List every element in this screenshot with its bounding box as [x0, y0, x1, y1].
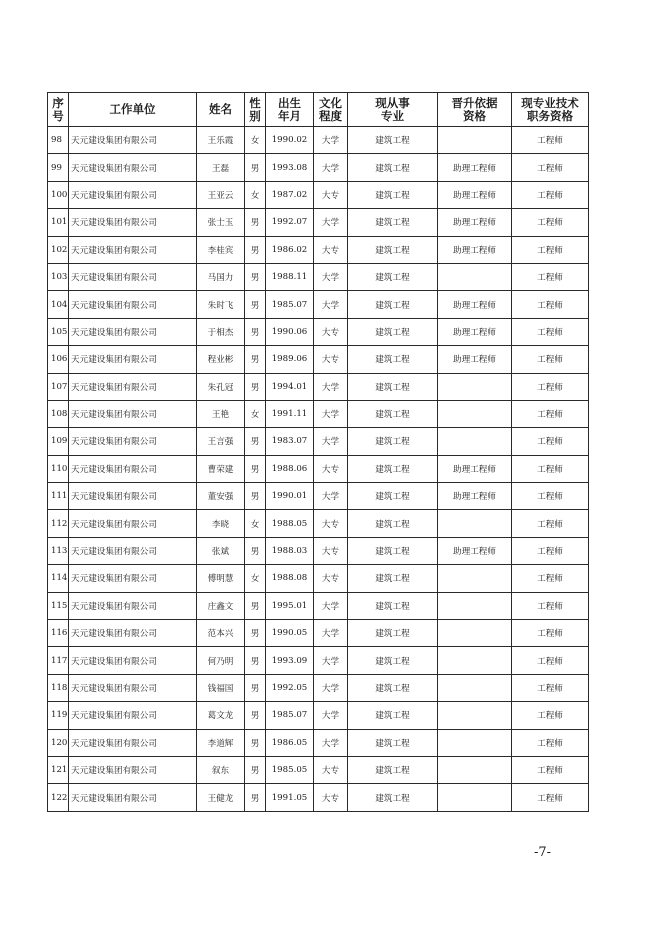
cell-education: 大专 [314, 510, 348, 537]
cell-promotion-basis: 助理工程师 [438, 181, 512, 208]
cell-education: 大学 [314, 674, 348, 701]
cell-name: 傅明慧 [197, 565, 245, 592]
cell-gender: 男 [245, 428, 266, 455]
cell-name: 范本兴 [197, 620, 245, 647]
cell-gender: 男 [245, 592, 266, 619]
cell-education: 大学 [314, 702, 348, 729]
cell-education: 大学 [314, 647, 348, 674]
cell-promotion-basis: 助理工程师 [438, 537, 512, 564]
cell-major: 建筑工程 [348, 565, 438, 592]
header-name [197, 93, 245, 127]
cell-current-title: 工程师 [512, 400, 589, 427]
cell-major: 建筑工程 [348, 373, 438, 400]
cell-unit: 天元建设集团有限公司 [69, 510, 197, 537]
cell-major: 建筑工程 [348, 127, 438, 154]
cell-current-title: 工程师 [512, 565, 589, 592]
cell-promotion-basis [438, 127, 512, 154]
cell-education: 大专 [314, 565, 348, 592]
cell-education: 大专 [314, 455, 348, 482]
cell-education: 大学 [314, 729, 348, 756]
cell-major: 建筑工程 [348, 154, 438, 181]
cell-name: 王健龙 [197, 784, 245, 811]
cell-unit: 天元建设集团有限公司 [69, 784, 197, 811]
table-row [48, 674, 589, 701]
cell-unit: 天元建设集团有限公司 [69, 565, 197, 592]
cell-name: 何乃明 [197, 647, 245, 674]
cell-no: 99 [48, 154, 69, 181]
header-text: 序 [52, 95, 64, 110]
cell-promotion-basis [438, 373, 512, 400]
header-text: 年月 [278, 108, 301, 123]
cell-no: 98 [48, 127, 69, 154]
cell-major: 建筑工程 [348, 209, 438, 236]
table-row [48, 428, 589, 455]
table-row [48, 565, 589, 592]
cell-education: 大学 [314, 154, 348, 181]
cell-education: 大专 [314, 756, 348, 783]
cell-education: 大学 [314, 400, 348, 427]
header-text: 号 [52, 108, 64, 123]
cell-current-title: 工程师 [512, 263, 589, 290]
cell-current-title: 工程师 [512, 127, 589, 154]
cell-name: 王艳 [197, 400, 245, 427]
cell-major: 建筑工程 [348, 510, 438, 537]
header-text: 工作单位 [109, 102, 156, 116]
cell-birth: 1990.01 [266, 483, 314, 510]
cell-promotion-basis [438, 263, 512, 290]
cell-major: 建筑工程 [348, 483, 438, 510]
cell-no: 116 [48, 620, 69, 647]
cell-gender: 男 [245, 236, 266, 263]
cell-unit: 天元建设集团有限公司 [69, 428, 197, 455]
cell-unit: 天元建设集团有限公司 [69, 291, 197, 318]
cell-current-title: 工程师 [512, 784, 589, 811]
cell-unit: 天元建设集团有限公司 [69, 400, 197, 427]
cell-no: 121 [48, 756, 69, 783]
table-row [48, 236, 589, 263]
cell-unit: 天元建设集团有限公司 [69, 729, 197, 756]
cell-gender: 男 [245, 537, 266, 564]
cell-major: 建筑工程 [348, 537, 438, 564]
table-row [48, 702, 589, 729]
cell-birth: 1990.02 [266, 127, 314, 154]
table-row [48, 537, 589, 564]
cell-gender: 女 [245, 400, 266, 427]
cell-gender: 男 [245, 620, 266, 647]
table-row [48, 510, 589, 537]
table-row [48, 346, 589, 373]
cell-promotion-basis: 助理工程师 [438, 318, 512, 345]
cell-no: 114 [48, 565, 69, 592]
cell-major: 建筑工程 [348, 263, 438, 290]
cell-promotion-basis [438, 647, 512, 674]
table-header-row [48, 93, 589, 127]
cell-major: 建筑工程 [348, 620, 438, 647]
cell-promotion-basis [438, 592, 512, 619]
table-row [48, 127, 589, 154]
cell-current-title: 工程师 [512, 455, 589, 482]
header-text: 晋升依据 [451, 95, 498, 110]
cell-promotion-basis [438, 674, 512, 701]
cell-birth: 1988.03 [266, 537, 314, 564]
cell-no: 122 [48, 784, 69, 811]
header-text: 别 [249, 108, 261, 123]
cell-gender: 男 [245, 209, 266, 236]
cell-promotion-basis [438, 702, 512, 729]
table-row [48, 647, 589, 674]
cell-birth: 1992.07 [266, 209, 314, 236]
cell-birth: 1994.01 [266, 373, 314, 400]
cell-no: 120 [48, 729, 69, 756]
cell-birth: 1990.06 [266, 318, 314, 345]
cell-promotion-basis: 助理工程师 [438, 209, 512, 236]
cell-gender: 男 [245, 784, 266, 811]
cell-promotion-basis [438, 565, 512, 592]
cell-education: 大学 [314, 592, 348, 619]
table-row [48, 756, 589, 783]
header-major [348, 93, 438, 127]
cell-major: 建筑工程 [348, 428, 438, 455]
cell-name: 于相杰 [197, 318, 245, 345]
cell-current-title: 工程师 [512, 291, 589, 318]
cell-promotion-basis [438, 729, 512, 756]
cell-name: 王亚云 [197, 181, 245, 208]
cell-current-title: 工程师 [512, 756, 589, 783]
cell-birth: 1985.07 [266, 702, 314, 729]
cell-birth: 1991.11 [266, 400, 314, 427]
cell-major: 建筑工程 [348, 318, 438, 345]
cell-no: 104 [48, 291, 69, 318]
cell-promotion-basis [438, 620, 512, 647]
cell-unit: 天元建设集团有限公司 [69, 620, 197, 647]
cell-gender: 男 [245, 455, 266, 482]
cell-gender: 男 [245, 647, 266, 674]
cell-major: 建筑工程 [348, 291, 438, 318]
cell-unit: 天元建设集团有限公司 [69, 483, 197, 510]
table-row [48, 209, 589, 236]
cell-birth: 1990.05 [266, 620, 314, 647]
cell-birth: 1988.06 [266, 455, 314, 482]
header-text: 资格 [463, 108, 486, 123]
cell-education: 大学 [314, 209, 348, 236]
cell-birth: 1988.05 [266, 510, 314, 537]
cell-name: 张斌 [197, 537, 245, 564]
cell-no: 119 [48, 702, 69, 729]
cell-gender: 女 [245, 510, 266, 537]
cell-education: 大专 [314, 784, 348, 811]
cell-education: 大学 [314, 291, 348, 318]
cell-major: 建筑工程 [348, 784, 438, 811]
cell-current-title: 工程师 [512, 428, 589, 455]
header-gender [245, 93, 266, 127]
cell-promotion-basis [438, 756, 512, 783]
cell-no: 117 [48, 647, 69, 674]
table-body [48, 127, 589, 812]
cell-promotion-basis: 助理工程师 [438, 236, 512, 263]
cell-major: 建筑工程 [348, 756, 438, 783]
cell-birth: 1985.07 [266, 291, 314, 318]
cell-gender: 男 [245, 483, 266, 510]
cell-unit: 天元建设集团有限公司 [69, 181, 197, 208]
cell-birth: 1985.05 [266, 756, 314, 783]
cell-unit: 天元建设集团有限公司 [69, 127, 197, 154]
cell-current-title: 工程师 [512, 318, 589, 345]
header-text: 现专业技术 [521, 95, 579, 110]
personnel-table [47, 92, 589, 812]
cell-no: 103 [48, 263, 69, 290]
cell-name: 王言强 [197, 428, 245, 455]
cell-birth: 1986.05 [266, 729, 314, 756]
cell-major: 建筑工程 [348, 455, 438, 482]
cell-name: 李桂宾 [197, 236, 245, 263]
table-row [48, 318, 589, 345]
cell-current-title: 工程师 [512, 346, 589, 373]
cell-birth: 1987.02 [266, 181, 314, 208]
cell-unit: 天元建设集团有限公司 [69, 236, 197, 263]
cell-birth: 1993.09 [266, 647, 314, 674]
cell-gender: 男 [245, 318, 266, 345]
cell-birth: 1988.08 [266, 565, 314, 592]
table-row [48, 729, 589, 756]
table-row [48, 291, 589, 318]
header-unit [69, 93, 197, 127]
cell-education: 大学 [314, 373, 348, 400]
cell-no: 107 [48, 373, 69, 400]
cell-major: 建筑工程 [348, 702, 438, 729]
cell-birth: 1989.06 [266, 346, 314, 373]
cell-gender: 女 [245, 181, 266, 208]
cell-no: 118 [48, 674, 69, 701]
cell-name: 李晓 [197, 510, 245, 537]
cell-education: 大学 [314, 428, 348, 455]
cell-name: 曹荣建 [197, 455, 245, 482]
table-row [48, 483, 589, 510]
cell-name: 马国力 [197, 263, 245, 290]
cell-education: 大学 [314, 127, 348, 154]
cell-promotion-basis: 助理工程师 [438, 346, 512, 373]
cell-no: 115 [48, 592, 69, 619]
cell-name: 朱时飞 [197, 291, 245, 318]
cell-current-title: 工程师 [512, 181, 589, 208]
table-row [48, 373, 589, 400]
cell-promotion-basis: 助理工程师 [438, 455, 512, 482]
cell-current-title: 工程师 [512, 620, 589, 647]
cell-gender: 女 [245, 127, 266, 154]
cell-major: 建筑工程 [348, 236, 438, 263]
cell-promotion-basis: 助理工程师 [438, 291, 512, 318]
header-text: 文化 [319, 95, 342, 110]
header-text: 性 [249, 95, 261, 110]
cell-major: 建筑工程 [348, 674, 438, 701]
table-row [48, 263, 589, 290]
cell-unit: 天元建设集团有限公司 [69, 346, 197, 373]
table-row [48, 592, 589, 619]
cell-education: 大专 [314, 346, 348, 373]
cell-current-title: 工程师 [512, 674, 589, 701]
cell-name: 李道辉 [197, 729, 245, 756]
header-text: 程度 [319, 108, 342, 123]
cell-current-title: 工程师 [512, 236, 589, 263]
cell-current-title: 工程师 [512, 537, 589, 564]
cell-no: 112 [48, 510, 69, 537]
cell-birth: 1986.02 [266, 236, 314, 263]
cell-no: 105 [48, 318, 69, 345]
cell-promotion-basis [438, 428, 512, 455]
header-text: 专业 [381, 108, 404, 123]
cell-current-title: 工程师 [512, 647, 589, 674]
cell-name: 程业彬 [197, 346, 245, 373]
cell-name: 朱孔冠 [197, 373, 245, 400]
cell-education: 大学 [314, 620, 348, 647]
table-row [48, 181, 589, 208]
table-row [48, 455, 589, 482]
table-row [48, 400, 589, 427]
cell-gender: 男 [245, 346, 266, 373]
cell-name: 王乐霞 [197, 127, 245, 154]
cell-gender: 男 [245, 291, 266, 318]
cell-unit: 天元建设集团有限公司 [69, 154, 197, 181]
cell-promotion-basis [438, 784, 512, 811]
cell-unit: 天元建设集团有限公司 [69, 647, 197, 674]
cell-major: 建筑工程 [348, 592, 438, 619]
cell-promotion-basis [438, 510, 512, 537]
cell-gender: 女 [245, 565, 266, 592]
header-birth [266, 93, 314, 127]
cell-birth: 1988.11 [266, 263, 314, 290]
cell-education: 大专 [314, 537, 348, 564]
header-text: 现从事 [375, 95, 410, 110]
cell-promotion-basis: 助理工程师 [438, 483, 512, 510]
cell-gender: 男 [245, 154, 266, 181]
cell-major: 建筑工程 [348, 346, 438, 373]
header-no [48, 93, 69, 127]
cell-name: 王磊 [197, 154, 245, 181]
cell-unit: 天元建设集团有限公司 [69, 373, 197, 400]
cell-current-title: 工程师 [512, 154, 589, 181]
cell-current-title: 工程师 [512, 209, 589, 236]
cell-no: 110 [48, 455, 69, 482]
cell-gender: 男 [245, 702, 266, 729]
cell-unit: 天元建设集团有限公司 [69, 674, 197, 701]
cell-name: 葛文龙 [197, 702, 245, 729]
page-number: -7- [534, 845, 552, 860]
cell-no: 111 [48, 483, 69, 510]
cell-major: 建筑工程 [348, 729, 438, 756]
header-text: 出生 [278, 95, 301, 110]
cell-major: 建筑工程 [348, 647, 438, 674]
cell-current-title: 工程师 [512, 729, 589, 756]
cell-name: 钱福国 [197, 674, 245, 701]
cell-gender: 男 [245, 674, 266, 701]
table-row [48, 620, 589, 647]
table-row [48, 154, 589, 181]
cell-unit: 天元建设集团有限公司 [69, 537, 197, 564]
cell-name: 庄鑫文 [197, 592, 245, 619]
cell-no: 108 [48, 400, 69, 427]
cell-no: 101 [48, 209, 69, 236]
table-row [48, 784, 589, 811]
cell-birth: 1995.01 [266, 592, 314, 619]
cell-major: 建筑工程 [348, 400, 438, 427]
cell-no: 100 [48, 181, 69, 208]
cell-name: 叙东 [197, 756, 245, 783]
cell-gender: 男 [245, 263, 266, 290]
header-education [314, 93, 348, 127]
header-text: 姓名 [209, 102, 232, 116]
cell-education: 大专 [314, 181, 348, 208]
cell-name: 董安强 [197, 483, 245, 510]
cell-unit: 天元建设集团有限公司 [69, 209, 197, 236]
cell-no: 109 [48, 428, 69, 455]
header-promotion-basis [438, 93, 512, 127]
header-current-title [512, 93, 589, 127]
cell-no: 106 [48, 346, 69, 373]
cell-unit: 天元建设集团有限公司 [69, 592, 197, 619]
cell-name: 张士玉 [197, 209, 245, 236]
header-text: 职务资格 [527, 108, 573, 123]
cell-unit: 天元建设集团有限公司 [69, 455, 197, 482]
cell-education: 大专 [314, 236, 348, 263]
cell-birth: 1993.08 [266, 154, 314, 181]
cell-education: 大学 [314, 263, 348, 290]
cell-current-title: 工程师 [512, 702, 589, 729]
cell-current-title: 工程师 [512, 483, 589, 510]
cell-unit: 天元建设集团有限公司 [69, 756, 197, 783]
cell-unit: 天元建设集团有限公司 [69, 702, 197, 729]
cell-current-title: 工程师 [512, 373, 589, 400]
cell-education: 大学 [314, 483, 348, 510]
cell-no: 102 [48, 236, 69, 263]
cell-unit: 天元建设集团有限公司 [69, 318, 197, 345]
cell-birth: 1992.05 [266, 674, 314, 701]
cell-unit: 天元建设集团有限公司 [69, 263, 197, 290]
cell-birth: 1983.07 [266, 428, 314, 455]
cell-promotion-basis [438, 400, 512, 427]
cell-current-title: 工程师 [512, 592, 589, 619]
cell-gender: 男 [245, 373, 266, 400]
cell-birth: 1991.05 [266, 784, 314, 811]
cell-education: 大专 [314, 318, 348, 345]
cell-gender: 男 [245, 756, 266, 783]
cell-major: 建筑工程 [348, 181, 438, 208]
cell-current-title: 工程师 [512, 510, 589, 537]
cell-gender: 男 [245, 729, 266, 756]
cell-promotion-basis: 助理工程师 [438, 154, 512, 181]
cell-no: 113 [48, 537, 69, 564]
